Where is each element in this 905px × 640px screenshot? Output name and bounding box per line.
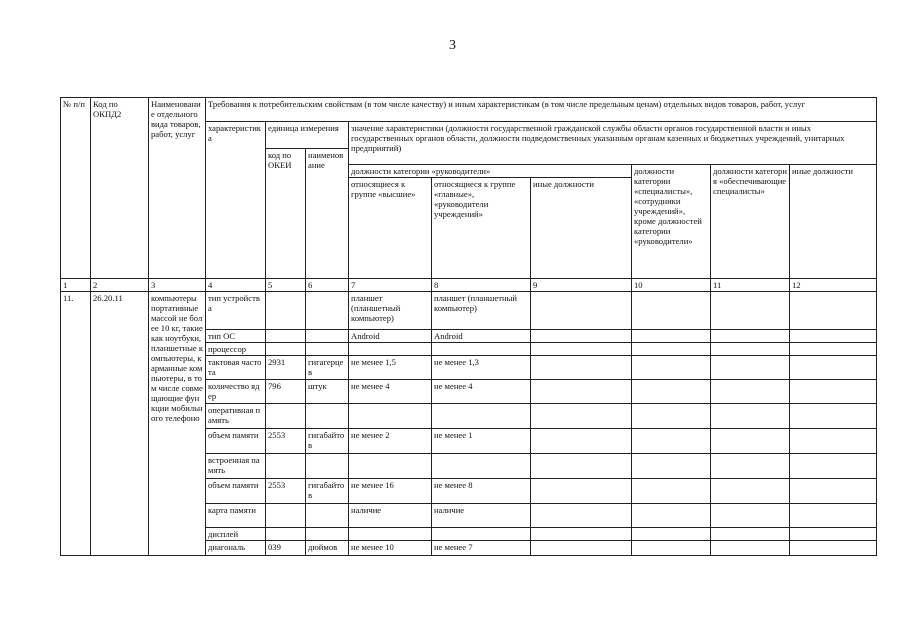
value-cell [632,541,711,556]
characteristic-cell: тип устройства [206,292,266,330]
characteristic-cell: тип ОС [206,330,266,343]
value-cell [306,292,349,330]
item-name: компьютеры портативные массой не более 10 кг, такие как ноутбуки, планшетные компьютеры, карманные компьютеры, в том числе совмещающие функции мобильного телефоно [149,292,206,556]
value-cell: не менее 4 [349,380,432,404]
header-other: иные должности [531,178,632,279]
value-cell [790,343,877,356]
value-cell [711,429,790,454]
characteristic-cell: объем памяти [206,479,266,504]
value-cell [711,504,790,528]
value-cell: 2931 [266,356,306,380]
value-cell [531,292,632,330]
value-cell: не менее 10 [349,541,432,556]
value-cell: не менее 7 [432,541,531,556]
item-num: 11. [61,292,91,556]
value-cell: не менее 1,3 [432,356,531,380]
value-cell [711,479,790,504]
value-cell: наличие [349,504,432,528]
value-cell [790,292,877,330]
value-cell: не менее 1,5 [349,356,432,380]
value-cell [531,429,632,454]
header-code: Код по ОКПД2 [91,98,149,279]
value-cell: 039 [266,541,306,556]
header-other-positions: иные должности [790,165,877,279]
value-cell [531,528,632,541]
value-cell [349,454,432,479]
column-number: 2 [91,279,149,292]
characteristic-cell: процессор [206,343,266,356]
value-cell [531,479,632,504]
value-cell [790,380,877,404]
value-cell [531,330,632,343]
value-cell [711,356,790,380]
header-higher: относящиеся к группе «высшие» [349,178,432,279]
column-number: 6 [306,279,349,292]
value-cell [790,528,877,541]
value-cell [632,404,711,429]
table-row [61,292,877,330]
value-cell [432,454,531,479]
value-cell [711,330,790,343]
value-cell: гигабайтов [306,429,349,454]
header-main: относящиеся к группе «главные», «руководители учреждений» [432,178,531,279]
header-unit: единица измерения [266,122,349,149]
value-cell: не менее 8 [432,479,531,504]
value-cell [632,380,711,404]
value-cell [266,330,306,343]
value-cell [306,404,349,429]
header-requirements: Требования к потребительским свойствам (в том числе качеству) и иным характеристикам (в том числе предельным ценам) отдельных видов товаров, работ, услуг [206,98,877,122]
value-cell: не менее 2 [349,429,432,454]
value-cell [790,504,877,528]
value-cell: 796 [266,380,306,404]
value-cell [531,380,632,404]
value-cell [790,541,877,556]
value-cell [711,404,790,429]
value-cell [790,330,877,343]
value-cell [711,528,790,541]
page-number: 3 [449,38,456,53]
header-value: значение характеристики (должности государственной гражданской службы области органов государственной власти и иных государственных органов области, должности подведомственных указанным органам казенных и бюджетных учреждений, унитарных предприятий) [349,122,877,165]
value-cell [531,343,632,356]
column-number: 11 [711,279,790,292]
column-number: 1 [61,279,91,292]
value-cell [632,330,711,343]
value-cell [790,356,877,380]
value-cell [266,404,306,429]
value-cell [632,528,711,541]
value-cell [266,292,306,330]
value-cell [790,429,877,454]
value-cell [632,356,711,380]
value-cell [266,528,306,541]
characteristic-cell: тактовая частота [206,356,266,380]
column-number: 8 [432,279,531,292]
value-cell: 2553 [266,479,306,504]
value-cell: 2553 [266,429,306,454]
value-cell [632,292,711,330]
characteristic-cell: объем памяти [206,429,266,454]
header-leaders: должности категории «руководители» [349,165,632,178]
value-cell [349,343,432,356]
column-number: 5 [266,279,306,292]
value-cell: не менее 1 [432,429,531,454]
value-cell [349,404,432,429]
value-cell: Android [349,330,432,343]
column-number-row [61,279,877,292]
value-cell [632,429,711,454]
value-cell: планшет (планшетный компьютер) [349,292,432,330]
value-cell [632,343,711,356]
header-unit-name: наименование [306,149,349,279]
value-cell: не менее 16 [349,479,432,504]
column-number: 9 [531,279,632,292]
value-cell: гигагерцев [306,356,349,380]
value-cell [531,504,632,528]
value-cell: наличие [432,504,531,528]
value-cell [432,404,531,429]
value-cell [632,479,711,504]
value-cell [632,454,711,479]
column-number: 12 [790,279,877,292]
value-cell [306,330,349,343]
header-characteristic: характеристика [206,122,266,279]
value-cell: планшет (планшетный компьютер) [432,292,531,330]
value-cell: Android [432,330,531,343]
value-cell: штук [306,380,349,404]
value-cell: не менее 4 [432,380,531,404]
value-cell [531,356,632,380]
value-cell [711,292,790,330]
value-cell [790,479,877,504]
value-cell [306,504,349,528]
value-cell [632,504,711,528]
characteristic-cell: оперативная память [206,404,266,429]
value-cell [531,454,632,479]
column-number: 4 [206,279,266,292]
value-cell [432,528,531,541]
value-cell [266,343,306,356]
item-code: 26.20.11 [91,292,149,556]
requirements-table [60,97,877,556]
value-cell [711,343,790,356]
value-cell [266,504,306,528]
characteristic-cell: количество ядер [206,380,266,404]
header-name: Наименование отдельного вида товаров, работ, услуг [149,98,206,279]
header-support: должности категория «обеспечивающие специалисты» [711,165,790,279]
characteristic-cell: встроенная память [206,454,266,479]
value-cell [306,454,349,479]
value-cell [266,454,306,479]
value-cell [531,541,632,556]
value-cell [349,528,432,541]
value-cell [432,343,531,356]
column-number: 10 [632,279,711,292]
value-cell [306,528,349,541]
column-number: 7 [349,279,432,292]
value-cell [711,541,790,556]
header-okei: код по ОКЕИ [266,149,306,279]
value-cell [306,343,349,356]
value-cell [790,454,877,479]
value-cell: гигабайтов [306,479,349,504]
value-cell: дюймов [306,541,349,556]
value-cell [711,380,790,404]
value-cell [790,404,877,429]
header-specialists: должности категории «специалисты», «сотрудники учреждений», кроме должностей категории «руководители» [632,165,711,279]
characteristic-cell: карта памяти [206,504,266,528]
characteristic-cell: диагональ [206,541,266,556]
column-number: 3 [149,279,206,292]
header-num: № п/п [61,98,91,279]
value-cell [531,404,632,429]
value-cell [711,454,790,479]
characteristic-cell: дисплей [206,528,266,541]
